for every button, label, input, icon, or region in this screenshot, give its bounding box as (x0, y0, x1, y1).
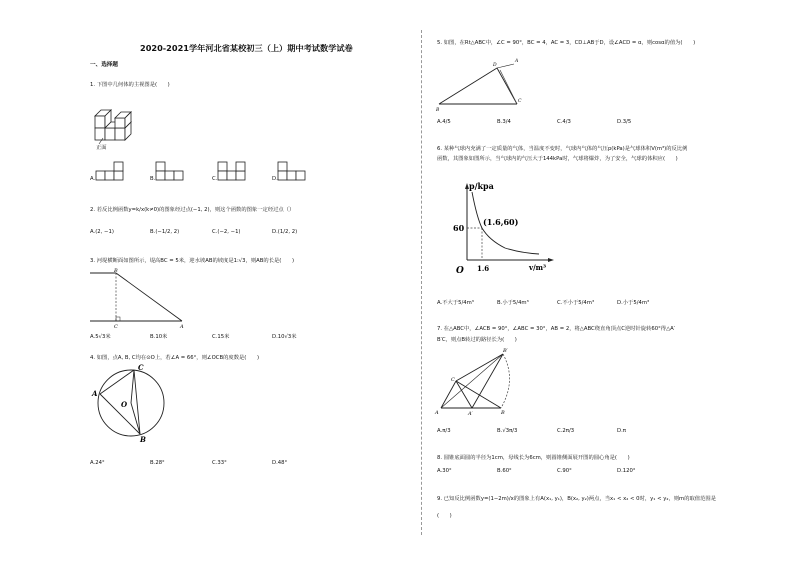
q6-stem-line1: 6. 某种气球内充满了一定质量的气体，当温度不变时，气球内气体的气压p(kPa)是气球体积V(m³)的反比例 (437, 146, 688, 152)
q3-label-b: B (114, 268, 118, 274)
q5-option-a[interactable]: A.4/5 (437, 119, 451, 125)
q1-stem: 1. 下图中几何体的主视图是( ) (90, 82, 170, 88)
q1-front-label: 正面 (96, 145, 107, 151)
q7-label-b-prime: B′ (503, 348, 508, 354)
column-divider (421, 30, 422, 535)
q8-option-b[interactable]: B.60° (497, 468, 512, 474)
q2-option-a[interactable]: A.(2, −1) (90, 229, 114, 235)
q5-label-c: C (518, 99, 522, 104)
q5-triangle-figure (436, 50, 529, 113)
q3-option-b[interactable]: B.10米 (150, 334, 168, 340)
section-heading: 一、选择题 (90, 62, 118, 68)
q2-option-d[interactable]: D.(1/2, 2) (272, 229, 298, 235)
q4-option-d[interactable]: D.48° (272, 460, 288, 466)
q6-tick-1-6: 1.6 (477, 264, 490, 273)
q1-option-d[interactable]: D. (272, 176, 278, 182)
q2-stem: 2. 若反比例函数y=k/x(k≠0)的图象经过点(−1, 2)，则这个函数的图象一定经过点（） (90, 207, 295, 213)
q7-option-b[interactable]: B.√3π/3 (497, 428, 518, 434)
q4-option-c[interactable]: C.33° (212, 460, 227, 466)
q4-option-a[interactable]: A.24° (90, 460, 105, 466)
page-title: 2020-2021学年河北省某校初三（上）期中考试数学试卷 (140, 43, 353, 53)
q9-stem-line2: ( ) (437, 513, 452, 519)
q5-option-c[interactable]: C.4/3 (557, 119, 571, 125)
q3-label-a: A (180, 324, 184, 330)
q5-stem: 5. 如图，在Rt△ABC中，∠C = 90°，BC = 4，AC = 3，CD⊥AB于D，设∠ACD = α，则cosα的值为( ) (437, 40, 696, 46)
q6-option-b[interactable]: B.小于5/4m³ (497, 300, 529, 306)
q6-graph (439, 178, 559, 278)
q4-label-a: A (92, 389, 98, 398)
q7-option-c[interactable]: C.2π/3 (557, 428, 575, 434)
q2-option-b[interactable]: B.(−1/2, 2) (150, 229, 180, 235)
q4-circle-figure (92, 363, 164, 444)
q3-label-c: C (114, 324, 118, 330)
q1-option-d-figure (278, 157, 318, 187)
q3-embankment-figure (90, 268, 190, 328)
q6-point-label: (1.6,60) (483, 217, 519, 227)
q1-option-b-figure (156, 157, 196, 187)
q5-label-b: B (436, 108, 440, 113)
q3-stem: 3. 河堤横断面如图所示，堤高BC = 5米，迎水坡AB的坡度是1:√3，则AB的长是( ) (90, 258, 295, 264)
q5-label-a: A (515, 59, 519, 64)
q4-label-c: C (138, 363, 144, 372)
q3-option-c[interactable]: C.15米 (212, 334, 230, 340)
q7-label-c: C (451, 377, 455, 383)
q7-rotation-figure (435, 348, 519, 418)
q1-option-b[interactable]: B. (150, 176, 156, 182)
q6-x-axis-label: v/m³ (529, 263, 547, 272)
q6-stem-line2: 函数，其图象如图所示，当气球内的气压大于144kPa时，气球将爆炸，为了安全，气球的体积应( ) (437, 156, 678, 162)
q1-option-c[interactable]: C. (212, 176, 218, 182)
q4-label-b: B (140, 435, 146, 444)
q6-option-c[interactable]: C.不小于5/4m³ (557, 300, 595, 306)
q8-stem: 8. 圆锥底面圆的半径为1cm，母线长为6cm，则圆锥侧面展开图的圆心角是( ) (437, 455, 630, 461)
q4-option-b[interactable]: B.28° (150, 460, 165, 466)
q5-option-b[interactable]: B.3/4 (497, 119, 511, 125)
q8-option-a[interactable]: A.30° (437, 468, 452, 474)
q3-option-a[interactable]: A.5√3米 (90, 334, 111, 340)
right-column (437, 0, 767, 562)
q6-tick-60: 60 (453, 223, 465, 233)
q1-option-c-figure (218, 157, 258, 187)
q3-option-d[interactable]: D.10√3米 (272, 334, 297, 340)
q7-label-b: B (501, 410, 505, 416)
q5-option-d[interactable]: D.3/5 (617, 119, 632, 125)
q7-option-d[interactable]: D.π (617, 428, 626, 434)
q8-option-d[interactable]: D.120° (617, 468, 636, 474)
q4-label-o: O (121, 400, 128, 409)
left-column (88, 0, 403, 562)
q1-option-a[interactable]: A. (90, 176, 96, 182)
q7-stem-line1: 7. 在△ABC中，∠ACB = 90°，∠ABC = 30°，AB = 2，将△ABC绕直角顶点C逆时针旋转60°得△A′ (437, 326, 675, 332)
q2-option-c[interactable]: C.(−2, −1) (212, 229, 241, 235)
q9-stem-line1: 9. 已知反比例函数y=(1−2m)/x的图象上有A(x₁, y₁)，B(x₂, y₂)两点，当x₁ < x₂ < 0时，y₁ < y₂，则m的取值范围是 (437, 496, 716, 502)
q7-label-a-prime: A′ (468, 411, 473, 417)
q7-stem-line2: B′C，则点B转过的路径长为( ) (437, 337, 517, 343)
q6-origin-label: O (456, 266, 464, 276)
q6-option-a[interactable]: A.不大于5/4m³ (437, 300, 474, 306)
q7-option-a[interactable]: A.π/3 (437, 428, 451, 434)
q8-option-c[interactable]: C.90° (557, 468, 572, 474)
q7-label-a: A (435, 410, 439, 416)
q1-option-a-figure (96, 157, 136, 187)
q6-option-d[interactable]: D.小于5/4m³ (617, 300, 650, 306)
q6-y-axis-label: p/kpa (469, 181, 494, 191)
q5-label-d: D (493, 63, 497, 68)
q4-stem: 4. 如图，点A, B, C均在⊙O上，若∠A = 66°，则∠OCB的度数是( ) (90, 355, 260, 361)
